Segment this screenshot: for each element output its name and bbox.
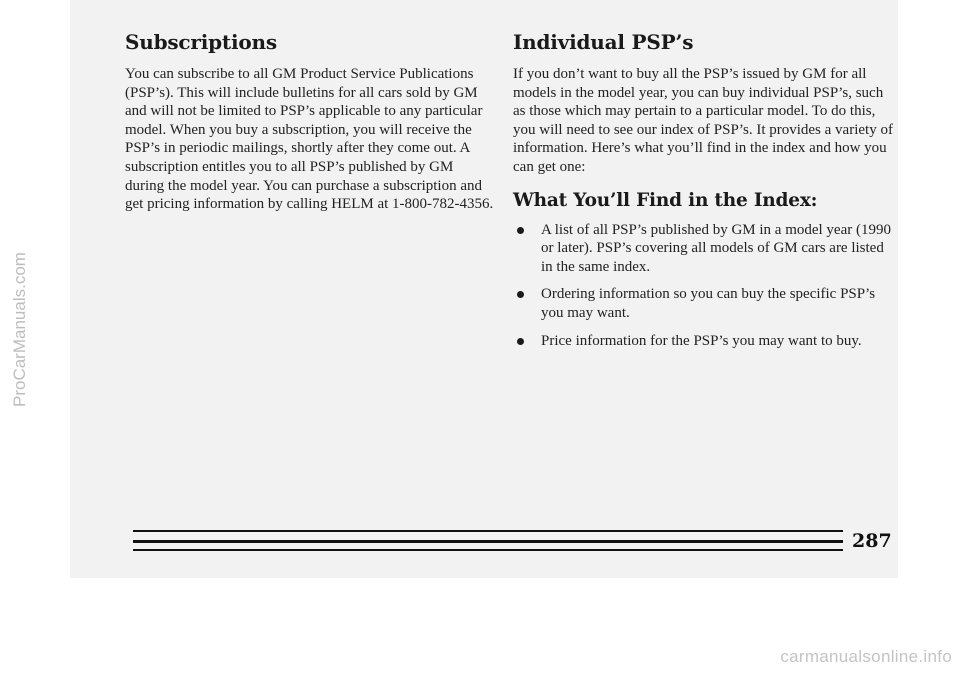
index-heading: What You’ll Find in the Index: xyxy=(513,189,818,211)
page-number: 287 xyxy=(852,530,892,552)
right-column xyxy=(513,30,895,359)
index-bullet-list xyxy=(513,221,895,351)
subscriptions-paragraph: You can subscribe to all GM Product Service Publications (PSP’s). This will include bulletins for all cars sold by GM and will not be limited to PSP’s applicable to any particular model. When you buy a subscription, you will receive the PSP’s in periodic mailings, shortly after they come out. A subscription entitles you to all PSP’s published by GM during the model year. You can purchase a subscription and get pricing information by calling HELM at 1-800-782-4356. xyxy=(125,66,494,213)
individual-psps-paragraph: If you don’t want to buy all the PSP’s issued by GM for all models in the model year, you can buy individual PSP’s, such as those which may pertain to a particular model. To do this, you will need to see our index of PSP’s. It provides a variety of information. Here’s what you’ll find in the index and how you can get one: xyxy=(513,66,893,175)
subscriptions-heading: Subscriptions xyxy=(125,30,277,54)
list-item xyxy=(513,221,895,277)
list-item-text: Price information for the PSP’s you may want to buy. xyxy=(541,332,862,349)
list-item-text: A list of all PSP’s published by GM in a model year (1990 or later). PSP’s covering all models of GM cars are listed in the same index. xyxy=(541,221,891,275)
site-footer-watermark: carmanualsonline.info xyxy=(780,647,952,666)
list-item xyxy=(513,285,895,322)
side-watermark: ProCarManuals.com xyxy=(10,252,29,408)
bullet-icon xyxy=(517,338,524,345)
bullet-icon xyxy=(517,227,524,234)
bullet-icon xyxy=(517,291,524,298)
list-item-text: Ordering information so you can buy the specific PSP’s you may want. xyxy=(541,286,876,321)
footer-rule xyxy=(133,549,843,551)
list-item xyxy=(513,332,895,351)
left-column xyxy=(125,30,495,214)
footer-rule xyxy=(133,530,843,532)
individual-psps-heading: Individual PSP’s xyxy=(513,30,694,54)
footer-rule xyxy=(133,540,843,543)
